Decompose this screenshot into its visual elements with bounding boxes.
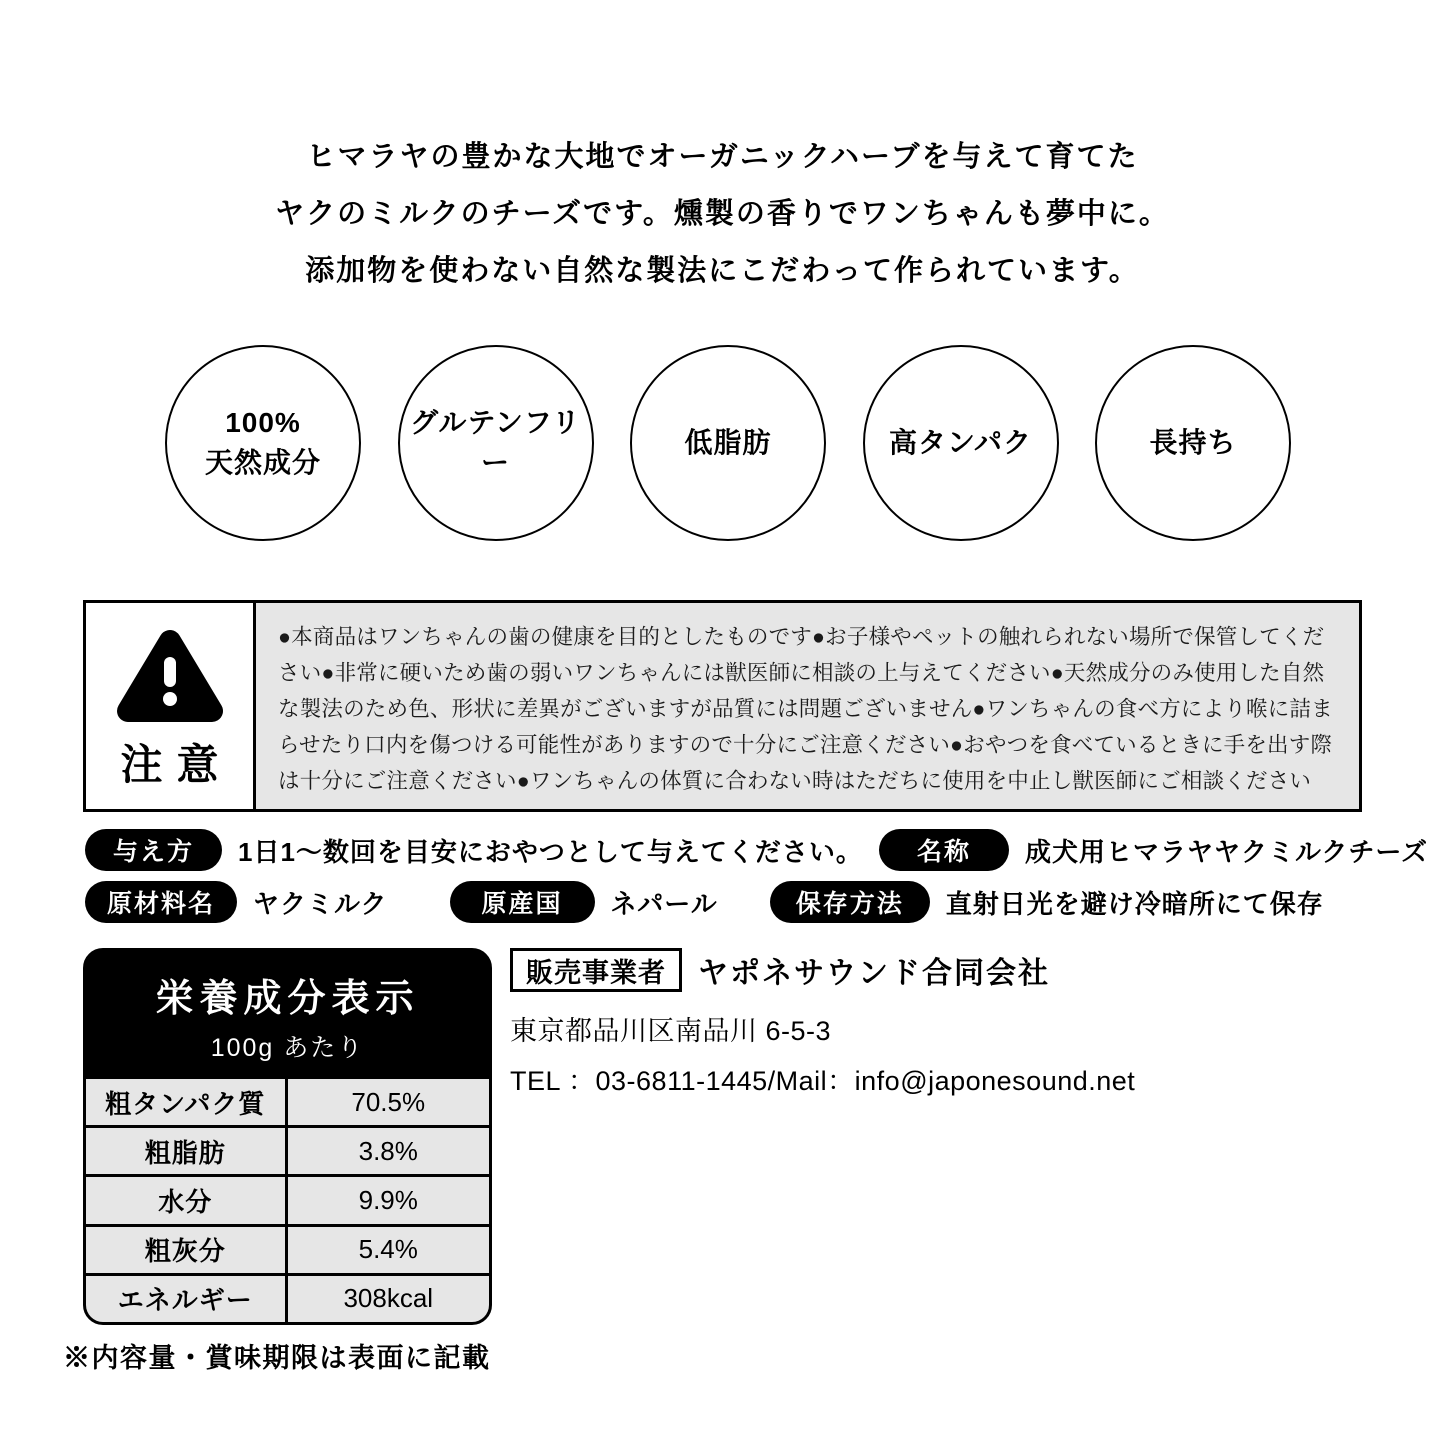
badge-label: 天然成分 (204, 447, 321, 478)
nutrient-label: 粗灰分 (86, 1227, 288, 1273)
table-row (86, 1224, 489, 1273)
badge-label: グルテンフリー (410, 407, 581, 478)
table-row (86, 1125, 489, 1174)
storage-value: 直射日光を避け冷暗所にて保存 (945, 888, 1324, 919)
badge-natural (165, 345, 361, 541)
storage-label-pill: 保存方法 (770, 881, 930, 923)
nutrient-label: 水分 (86, 1177, 288, 1223)
intro-line: ヒマラヤの豊かな大地でオーガニックハーブを与えて育てた (306, 141, 1139, 173)
nutrition-table (83, 948, 492, 1325)
badge-label: 長持ち (1149, 427, 1237, 458)
table-row (86, 1273, 489, 1322)
intro-line: 添加物を使わない自然な製法にこだわって作られています。 (305, 255, 1140, 287)
info-row-feeding-name (85, 829, 1428, 871)
intro-text (0, 129, 1445, 300)
nutrient-value: 70.5% (351, 1086, 426, 1117)
seller-company: ヤポネサウンド合同会社 (698, 957, 1050, 990)
feeding-label-pill: 与え方 (85, 829, 222, 871)
intro-line: ヤクのミルクのチーズです。燻製の香りでワンちゃんも夢中に。 (275, 198, 1170, 230)
nutrient-value: 308kcal (343, 1283, 434, 1314)
feature-badges (165, 345, 1291, 541)
seller-contact: TEL ：03-6811-1445/Mail：info@japonesound.net (510, 1066, 1136, 1096)
seller-address: 東京都品川区南品川 6-5-3 (510, 1016, 832, 1046)
badge-high-protein (863, 345, 1059, 541)
seller-info (510, 948, 1210, 1098)
table-row (86, 1174, 489, 1223)
nutrient-label: エネルギー (86, 1276, 288, 1322)
caution-header (86, 603, 256, 809)
nutrition-subtitle: 100g あたり (210, 1034, 365, 1062)
product-name-label-pill: 名称 (879, 829, 1009, 871)
feeding-value: 1日1〜数回を目安におやつとして与えてください。 (238, 836, 863, 867)
badge-label: 100% (225, 407, 301, 438)
nutrition-header (86, 951, 489, 1076)
nutrition-title: 栄養成分表示 (155, 978, 420, 1020)
badge-long-lasting (1095, 345, 1291, 541)
ingredients-value: ヤクミルク (253, 888, 388, 919)
caution-title: 注意 (120, 740, 233, 788)
badge-label: 高タンパク (888, 427, 1033, 458)
origin-value: ネパール (610, 888, 718, 919)
warning-triangle-icon (114, 625, 226, 730)
nutrient-value: 5.4% (358, 1234, 418, 1265)
origin-label-pill: 原産国 (450, 881, 595, 923)
seller-header (510, 948, 1210, 992)
badge-gluten-free (398, 345, 594, 541)
caution-text: ●本商品はワンちゃんの歯の健康を目的としたものです●お子様やペットの触れられない場所で保管してください●非常に硬いため歯の弱いワンちゃんには獣医師に相談の上与えてください●天然成分のみ使用した自然な製法のため色、形状に差異がございますが品質には問題ございません●ワンちゃんの食べ方により喉に詰まらせたり口内を傷つける可能性がありますので十分にご注意ください●おやつを食べているときに手を出す際は十分にご注意ください●ワンちゃんの体質に合わない時はただちに使用を中止し獣医師にご相談ください (278, 625, 1333, 793)
nutrient-label: 粗タンパク質 (86, 1079, 288, 1125)
seller-label-box: 販売事業者 (510, 948, 682, 992)
badge-label: 低脂肪 (684, 427, 772, 458)
nutrition-rows (86, 1076, 489, 1322)
caution-box (83, 600, 1362, 812)
info-row-ingredients-origin-storage (85, 881, 1324, 923)
table-row (86, 1076, 489, 1125)
nutrient-value: 3.8% (358, 1135, 418, 1166)
nutrient-label: 粗脂肪 (86, 1128, 288, 1174)
nutrient-value: 9.9% (358, 1185, 418, 1215)
footnote: ※内容量・賞味期限は表面に記載 (63, 1343, 491, 1373)
product-name-value: 成犬用ヒマラヤヤクミルクチーズ (1024, 836, 1429, 867)
ingredients-label-pill: 原材料名 (85, 881, 237, 923)
badge-low-fat (630, 345, 826, 541)
